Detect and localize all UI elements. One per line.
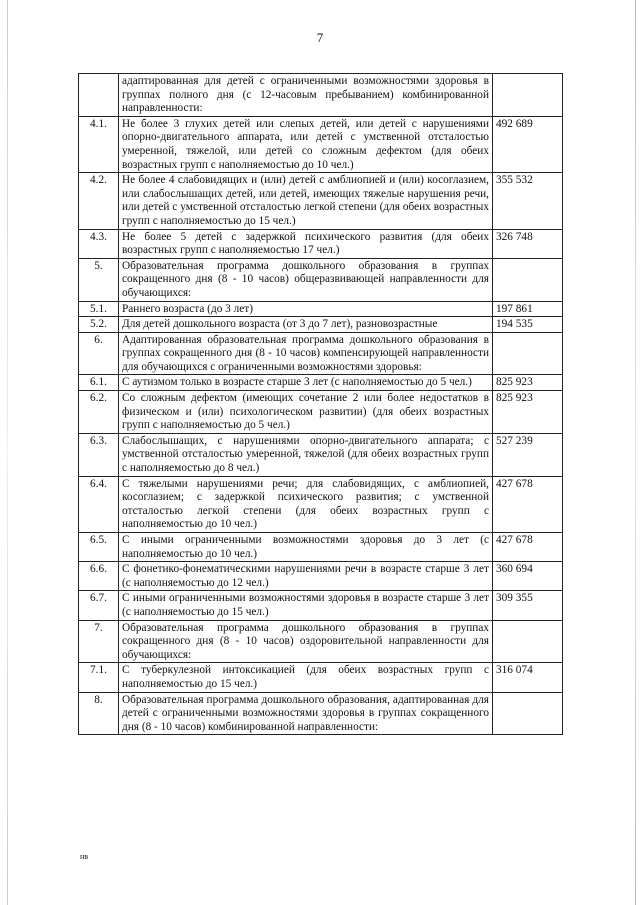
table-row bbox=[79, 620, 563, 663]
row-description-cell: С фонетико-фонематическими нарушениями речи в возрасте старше 3 лет (с наполняемостью до 12 чел.) bbox=[119, 562, 493, 591]
row-cost-cell: 316 074 bbox=[493, 663, 563, 692]
row-description-cell: Не более 5 детей с задержкой психического развития (для обеих возрастных групп с наполняемостью 17 чел.) bbox=[119, 229, 493, 258]
row-cost-cell: 326 748 bbox=[493, 229, 563, 258]
row-description-cell: С тяжелыми нарушениями речи; для слабовидящих, с амблиопией, косоглазием; с задержкой психического развития; с умственной отсталостью легкой степени (для обеих возрастных групп с наполняемостью до 10 чел.) bbox=[119, 476, 493, 532]
row-cost-cell: 427 678 bbox=[493, 533, 563, 562]
row-description-cell: Образовательная программа дошкольного образования, адаптированная для детей с ограниченными возможностями здоровья в группах сокращенного дня (8 - 10 часов) комбинированной направленности: bbox=[119, 692, 493, 735]
row-number-cell: 6.1. bbox=[79, 375, 119, 391]
scan-edge-left bbox=[7, 0, 8, 905]
row-number-cell: 6.6. bbox=[79, 562, 119, 591]
row-cost-cell bbox=[493, 258, 563, 301]
table-row bbox=[79, 562, 563, 591]
row-number-cell: 6.4. bbox=[79, 476, 119, 532]
row-number-cell: 4.1. bbox=[79, 116, 119, 172]
row-cost-cell: 825 923 bbox=[493, 375, 563, 391]
row-description-cell: С аутизмом только в возрасте старше 3 лет (с наполняемостью до 5 чел.) bbox=[119, 375, 493, 391]
row-cost-cell: 197 861 bbox=[493, 301, 563, 317]
table-row bbox=[79, 663, 563, 692]
row-cost-cell: 527 239 bbox=[493, 433, 563, 476]
table-body bbox=[79, 74, 563, 735]
table-row bbox=[79, 591, 563, 620]
row-description-cell: Образовательная программа дошкольного образования в группах сокращенного дня (8 - 10 часов) общеразвивающей направленности для обучающихся: bbox=[119, 258, 493, 301]
footer-initials: нв bbox=[80, 852, 89, 861]
row-number-cell: 7. bbox=[79, 620, 119, 663]
table-row bbox=[79, 116, 563, 172]
table-row bbox=[79, 258, 563, 301]
row-cost-cell bbox=[493, 74, 563, 117]
row-description-cell: С иными ограниченными возможностями здоровья до 3 лет (с наполняемостью до 10 чел.) bbox=[119, 533, 493, 562]
row-cost-cell: 360 694 bbox=[493, 562, 563, 591]
table-row bbox=[79, 476, 563, 532]
row-description-cell: Для детей дошкольного возраста (от 3 до 7 лет), разновозрастные bbox=[119, 317, 493, 333]
row-description-cell: Со сложным дефектом (имеющих сочетание 2 или более недостатков в физическом и (или) психологическом развитии) (для обеих возрастных групп с наполняемостью до 5 чел.) bbox=[119, 391, 493, 434]
row-number-cell bbox=[79, 74, 119, 117]
scan-edge-right bbox=[635, 0, 636, 905]
row-description-cell: адаптированная для детей с ограниченными возможностями здоровья в группах полного дня (с 12-часовым пребыванием) комбинированной направленности: bbox=[119, 74, 493, 117]
table-row bbox=[79, 229, 563, 258]
row-cost-cell: 492 689 bbox=[493, 116, 563, 172]
row-cost-cell: 427 678 bbox=[493, 476, 563, 532]
row-description-cell: Адаптированная образовательная программа дошкольного образования в группах сокращенного дня (8 - 10 часов) компенсирующей направленности для обучающихся с ограниченными возможностями здоровья: bbox=[119, 332, 493, 375]
tariff-table bbox=[78, 73, 563, 735]
row-number-cell: 5. bbox=[79, 258, 119, 301]
table-row bbox=[79, 692, 563, 735]
row-description-cell: Образовательная программа дошкольного образования в группах сокращенного дня (8 - 10 часов) оздоровительной направленности для обучающихся: bbox=[119, 620, 493, 663]
row-number-cell: 8. bbox=[79, 692, 119, 735]
row-number-cell: 7.1. bbox=[79, 663, 119, 692]
row-number-cell: 6. bbox=[79, 332, 119, 375]
row-description-cell: С туберкулезной интоксикацией (для обеих возрастных групп с наполняемостью до 15 чел.) bbox=[119, 663, 493, 692]
row-cost-cell: 194 535 bbox=[493, 317, 563, 333]
row-number-cell: 5.1. bbox=[79, 301, 119, 317]
row-number-cell: 6.3. bbox=[79, 433, 119, 476]
table-row bbox=[79, 332, 563, 375]
row-cost-cell bbox=[493, 692, 563, 735]
row-cost-cell bbox=[493, 332, 563, 375]
row-number-cell: 6.2. bbox=[79, 391, 119, 434]
table-row bbox=[79, 433, 563, 476]
page-number: 7 bbox=[316, 30, 324, 45]
table-row bbox=[79, 74, 563, 117]
row-cost-cell: 309 355 bbox=[493, 591, 563, 620]
row-number-cell: 4.2. bbox=[79, 173, 119, 229]
table-row bbox=[79, 317, 563, 333]
table-row bbox=[79, 375, 563, 391]
row-cost-cell: 825 923 bbox=[493, 391, 563, 434]
row-cost-cell: 355 532 bbox=[493, 173, 563, 229]
row-number-cell: 4.3. bbox=[79, 229, 119, 258]
row-cost-cell bbox=[493, 620, 563, 663]
row-number-cell: 6.5. bbox=[79, 533, 119, 562]
table-row bbox=[79, 173, 563, 229]
table-row bbox=[79, 301, 563, 317]
table-row bbox=[79, 391, 563, 434]
row-description-cell: Не более 3 глухих детей или слепых детей, или детей с нарушениями опорно-двигательного аппарата, или детей с умственной отсталостью умеренной, тяжелой, или детей со сложным дефектом (для обеих возрастных групп с наполняемостью до 10 чел.) bbox=[119, 116, 493, 172]
row-description-cell: Раннего возраста (до 3 лет) bbox=[119, 301, 493, 317]
table-row bbox=[79, 533, 563, 562]
row-number-cell: 5.2. bbox=[79, 317, 119, 333]
row-number-cell: 6.7. bbox=[79, 591, 119, 620]
row-description-cell: Слабослышащих, с нарушениями опорно-двигательного аппарата; с умственной отсталостью умеренной, тяжелой (для обеих возрастных групп с наполняемостью до 8 чел.) bbox=[119, 433, 493, 476]
row-description-cell: С иными ограниченными возможностями здоровья в возрасте старше 3 лет (с наполняемостью до 15 чел.) bbox=[119, 591, 493, 620]
row-description-cell: Не более 4 слабовидящих и (или) детей с амблиопией и (или) косоглазием, или слабослышащих детей, или детей, имеющих тяжелые нарушения речи, или детей с умственной отсталостью легкой степени (для обеих возрастных групп с наполняемостью до 15 чел.) bbox=[119, 173, 493, 229]
